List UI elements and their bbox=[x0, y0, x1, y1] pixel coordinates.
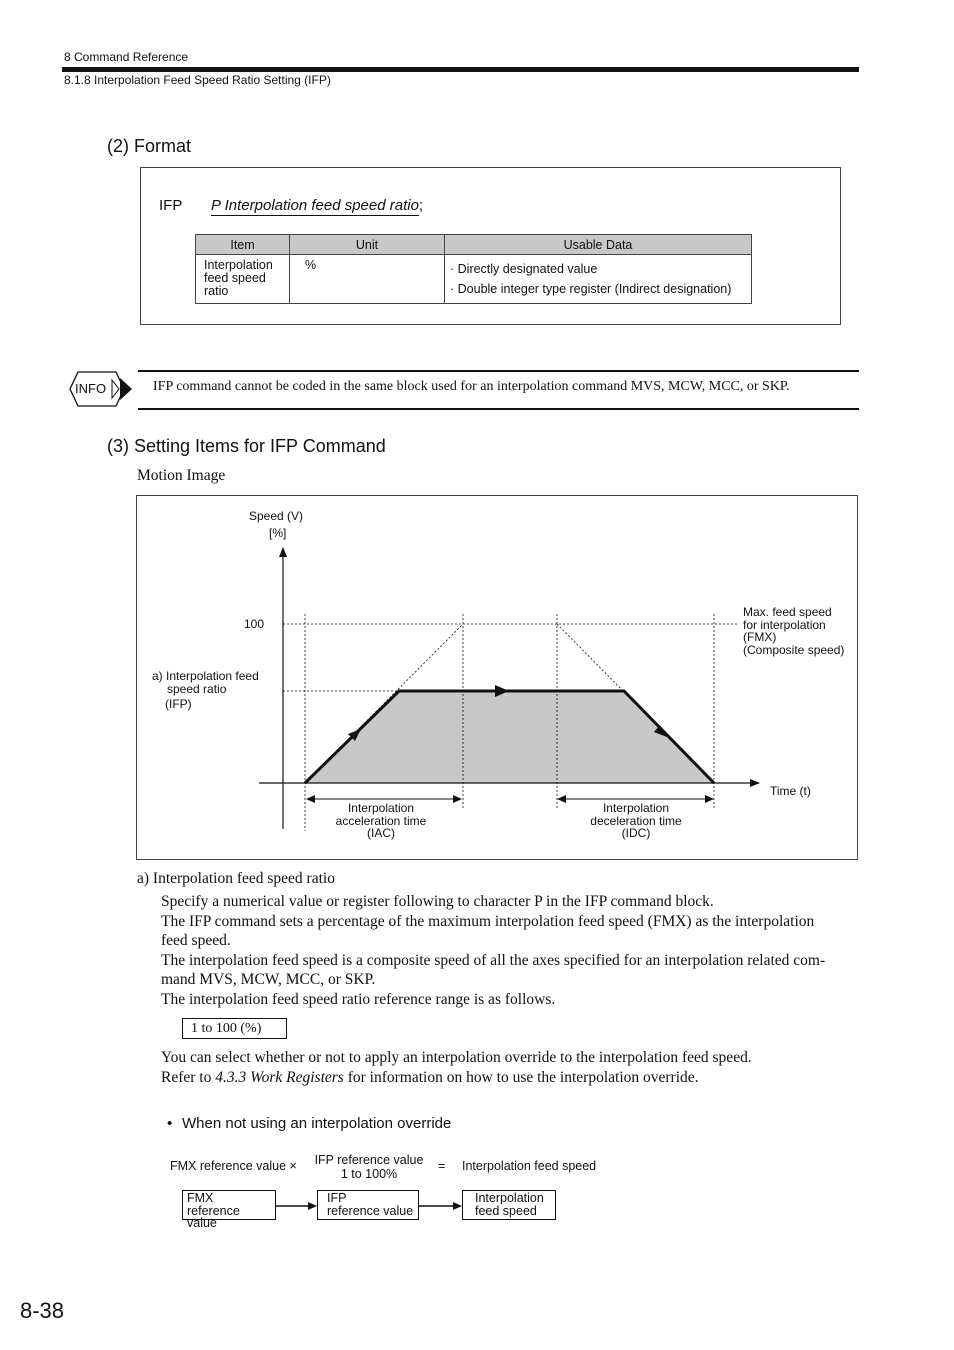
range-box: 1 to 100 (%) bbox=[182, 1018, 287, 1039]
box-line: reference value bbox=[327, 1203, 414, 1218]
desc-line: The interpolation feed speed ratio reference range is as follows. bbox=[161, 990, 556, 1008]
box-line: Interpolation bbox=[475, 1191, 544, 1205]
flow-arrows bbox=[276, 1198, 466, 1214]
fmx-label-line: (Composite speed) bbox=[743, 642, 845, 657]
setting-heading: (3) Setting Items for IFP Command bbox=[107, 436, 386, 456]
override-description bbox=[161, 1048, 861, 1087]
speed-axis-label: Speed (V) bbox=[249, 509, 304, 523]
override-title: When not using an interpolation override bbox=[182, 1115, 452, 1132]
desc-line: The interpolation feed speed is a composite speed of all the axes specified for an interpolation related com- bbox=[161, 951, 826, 969]
cell-item: Interpolation feed speed ratio bbox=[196, 255, 290, 304]
eq-equals: = bbox=[438, 1159, 446, 1173]
chapter-header: 8 Command Reference bbox=[64, 50, 189, 64]
box-line: reference value bbox=[187, 1203, 240, 1230]
time-axis-label: Time (t) bbox=[770, 784, 811, 798]
desc-line: mand MVS, MCW, MCC, or SKP. bbox=[161, 971, 376, 988]
item-a-description bbox=[161, 892, 861, 1009]
accel-label-line: Interpolation bbox=[347, 801, 415, 815]
format-heading: (2) Format bbox=[107, 136, 192, 156]
desc-line: The IFP command sets a percentage of the maximum interpolation feed speed (FMX) as the interpolation bbox=[161, 912, 815, 930]
accel-label-line: acceleration time bbox=[335, 813, 427, 828]
refer-line bbox=[161, 1068, 861, 1088]
motion-image-caption: Motion Image bbox=[137, 467, 226, 484]
eq-fmx: FMX reference value × bbox=[170, 1159, 297, 1173]
speed-axis-unit: [%] bbox=[269, 526, 287, 540]
item-a-heading: a) Interpolation feed speed ratio bbox=[137, 870, 335, 887]
format-argument: P Interpolation feed speed ratio bbox=[211, 197, 419, 214]
work-registers-link[interactable]: 4.3.3 Work Registers bbox=[215, 1068, 344, 1086]
ifp-label-line2: speed ratio bbox=[167, 682, 227, 696]
header-rule bbox=[62, 67, 859, 72]
cell-usable bbox=[445, 255, 752, 304]
format-terminator: ; bbox=[418, 197, 424, 214]
speed-profile-area bbox=[305, 691, 714, 783]
override-bullet: • bbox=[167, 1115, 173, 1132]
decel-label-line: deceleration time bbox=[590, 813, 682, 828]
page-number: 8-38 bbox=[20, 1298, 65, 1323]
ifp-label-line3: (IFP) bbox=[165, 697, 192, 711]
decel-time-label bbox=[576, 802, 696, 840]
eq-ifp-line: 1 to 100% bbox=[340, 1167, 398, 1181]
format-syntax bbox=[159, 197, 423, 214]
motion-image-diagram bbox=[136, 495, 858, 860]
table-row bbox=[196, 255, 752, 304]
info-rule-top bbox=[138, 370, 859, 372]
format-command: IFP bbox=[159, 197, 183, 214]
box-line: FMX bbox=[187, 1191, 214, 1205]
refer-post: for information on how to use the interpolation override. bbox=[343, 1068, 699, 1086]
cell-unit: % bbox=[290, 255, 445, 304]
section-header: 8.1.8 Interpolation Feed Speed Ratio Setting (IFP) bbox=[64, 73, 331, 87]
ifp-label-line1: a) Interpolation feed bbox=[152, 669, 259, 683]
decel-label-line: (IDC) bbox=[621, 826, 651, 840]
tick-100-label: 100 bbox=[244, 617, 265, 631]
box-line: IFP bbox=[327, 1191, 347, 1205]
eq-result: Interpolation feed speed bbox=[462, 1159, 597, 1173]
refer-pre: Refer to bbox=[161, 1068, 216, 1086]
desc-line: Specify a numerical value or register following to character P in the IFP command block. bbox=[161, 893, 714, 910]
accel-label-line: (IAC) bbox=[367, 826, 395, 840]
decel-label-line: Interpolation bbox=[602, 801, 670, 815]
info-rule-bottom bbox=[138, 408, 859, 410]
eq-ifp-line: IFP reference value bbox=[314, 1153, 424, 1167]
fmx-reference-box bbox=[182, 1190, 276, 1230]
fmx-label bbox=[743, 606, 844, 656]
fmx-label-line: (FMX) bbox=[743, 630, 777, 644]
result-box bbox=[462, 1190, 556, 1220]
usable-item: · Double integer type register (Indirect designation) bbox=[450, 282, 732, 296]
col-item: Item bbox=[196, 235, 290, 255]
fmx-label-line: Max. feed speed bbox=[743, 605, 832, 619]
box-line: feed speed bbox=[475, 1203, 537, 1218]
desc-line: feed speed. bbox=[161, 932, 231, 949]
info-icon-label: INFO bbox=[75, 381, 107, 396]
format-table bbox=[195, 234, 752, 304]
eq-ifp bbox=[310, 1153, 428, 1181]
fmx-label-line: for interpolation bbox=[743, 617, 826, 632]
override-line: You can select whether or not to apply an interpolation override to the interpolation feed speed. bbox=[161, 1049, 752, 1066]
col-usable-data: Usable Data bbox=[445, 235, 752, 255]
accel-time-label bbox=[321, 802, 441, 840]
usable-item: · Directly designated value bbox=[450, 262, 598, 276]
info-text: IFP command cannot be coded in the same block used for an interpolation command MVS, MCW, MCC, or SKP. bbox=[153, 379, 790, 394]
format-table-header bbox=[196, 235, 752, 255]
col-unit: Unit bbox=[290, 235, 445, 255]
